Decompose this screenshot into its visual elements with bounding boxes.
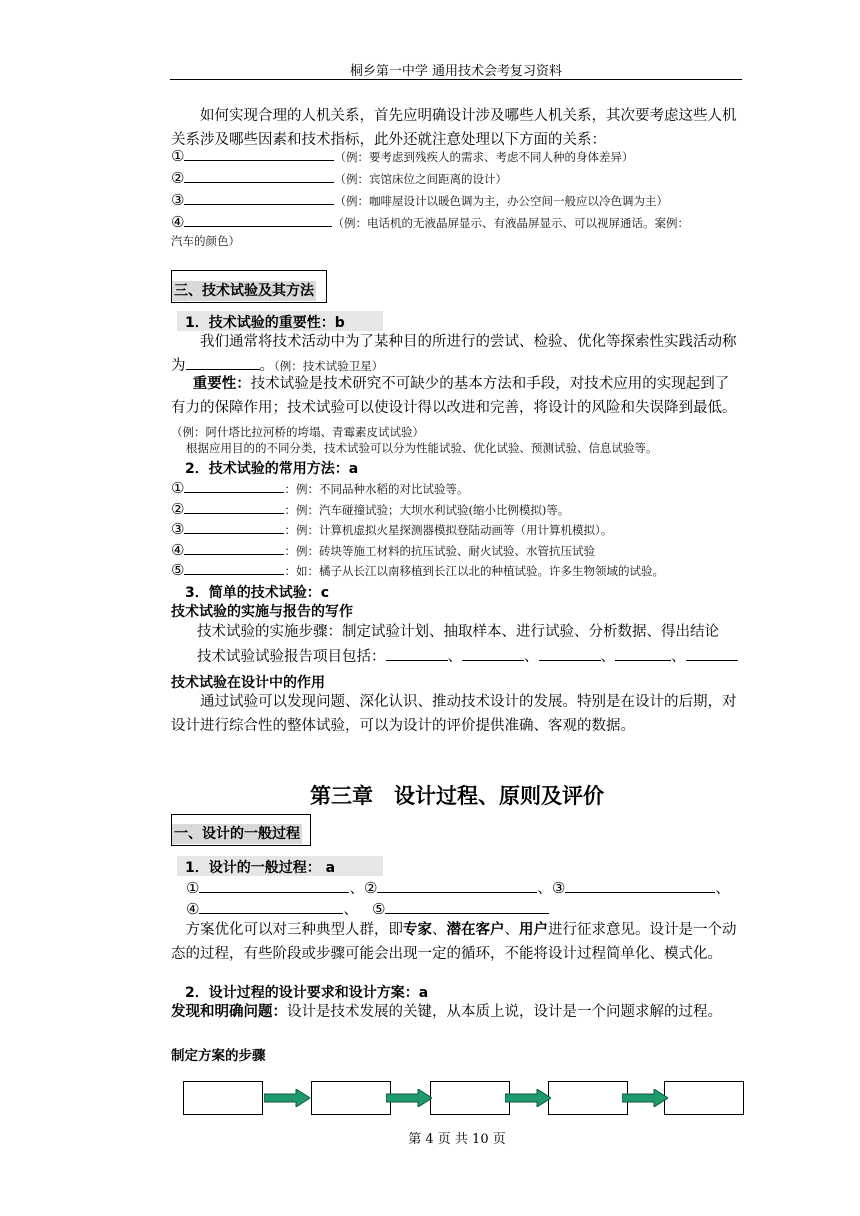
- item-example: （例：宾馆床位之间距离的设计）: [334, 172, 507, 186]
- fill-blank: [615, 646, 671, 661]
- page-header: 桐乡第一中学 通用技术会考复习资料: [349, 64, 563, 79]
- flow-step-box-1: [183, 1081, 263, 1115]
- method-5: [171, 559, 746, 581]
- method-example: ：例：汽车碰撞试验；大坝水利试验(缩小比例模拟)等。: [284, 503, 570, 517]
- subheading-simple-test: 3．简单的技术试验：c: [185, 585, 330, 601]
- method-example: ：例：不同品种水稻的对比试验等。: [284, 482, 469, 496]
- item-number: ④: [171, 541, 185, 559]
- item-number: ④: [171, 213, 185, 231]
- role-heading: 技术试验在设计中的作用: [171, 675, 325, 691]
- hm-item-4-continued: 汽车的颜色）: [171, 234, 240, 248]
- fill-blank: [184, 499, 284, 514]
- steps-heading: 制定方案的步骤: [171, 1048, 266, 1064]
- flow-arrow-icon: [622, 1089, 668, 1107]
- page-footer: 第 4 页 共 10 页: [408, 1132, 506, 1147]
- item-number: ②: [171, 169, 185, 187]
- fill-blank: [686, 646, 738, 661]
- separator: 、: [600, 649, 615, 665]
- method-1: [171, 477, 746, 499]
- separator: 、: [524, 649, 539, 665]
- item-number: ②: [363, 879, 378, 897]
- importance-paragraph: [171, 372, 743, 444]
- item-number: ②: [171, 500, 185, 518]
- method-example: ：例：计算机虚拟火星探测器模拟登陆动画等（用计算机模拟）。: [284, 523, 613, 537]
- fill-blank: [565, 878, 715, 893]
- importance-label: 重要性：: [192, 376, 251, 392]
- fill-blank: [539, 646, 601, 661]
- separator: 、: [671, 649, 686, 665]
- method-2: [171, 498, 746, 520]
- importance-text: 技术试验是技术研究不可缺少的基本方法和手段，对技术应用的实现起到了有力的保障作用；技术试验可以使设计得以改进和完善，将设计的风险和失误降到最低。: [171, 376, 737, 416]
- importance-example: （例：阿什塔比拉河桥的垮塌、青霉素皮试试验）: [171, 425, 424, 439]
- fill-blank: [184, 560, 284, 575]
- item-number: ⑤: [371, 900, 386, 918]
- method-example: ：例：砖块等施工材料的抗压试验、耐火试验、水管抗压试验: [284, 544, 595, 558]
- hm-item-2: [171, 167, 746, 189]
- section-title: 三、技术试验及其方法: [174, 283, 314, 299]
- item-example: （例：要考虑到残疾人的需求、考虑不同人种的身体差异）: [334, 150, 634, 164]
- item-number: ①: [186, 879, 200, 897]
- fill-blank: [199, 899, 343, 914]
- report-steps: 技术试验的实施步骤：制定试验计划、抽取样本、进行试验、分析数据、得出结论: [197, 624, 719, 640]
- separator: 、: [343, 902, 358, 918]
- problem-text: 设计是技术发展的关键，从本质上说，设计是一个问题求解的过程。: [287, 1004, 722, 1020]
- flow-arrow-icon: [386, 1089, 432, 1107]
- header-rule: [170, 79, 742, 80]
- optimize-text-end: 进行征求意见。设计是一个动态的过程，有些阶段或步骤可能会出现一定的循环，不能将设计过程简单化、模式化。: [171, 922, 737, 962]
- group-potential-customers: 潜在客户: [446, 922, 505, 938]
- process-row-2: [186, 898, 761, 920]
- role-paragraph: 通过试验可以发现问题、深化认识、推动技术设计的发展。特别是在设计的后期，对设计进行综合性的整体试验，可以为设计的评价提供准确、客观的数据。: [171, 694, 737, 734]
- item-example: （例：电话机的无液晶屏显示、有液晶屏显示、可以视屏通话。案例：: [332, 216, 689, 230]
- subheading-general-process: 1．设计的一般过程： a: [185, 860, 336, 876]
- definition-paragraph: [171, 330, 743, 378]
- separator: 、: [504, 922, 519, 938]
- fill-blank: [184, 190, 334, 205]
- fill-blank: [385, 899, 549, 914]
- method-4: [171, 539, 746, 561]
- fill-blank: [377, 878, 537, 893]
- separator: 、: [715, 881, 730, 897]
- item-number: ①: [171, 147, 185, 165]
- optimize-paragraph: [171, 918, 743, 966]
- fill-blank: [184, 540, 284, 555]
- hm-item-3: [171, 189, 746, 211]
- flow-arrow-icon: [505, 1089, 551, 1107]
- subheading-methods: 2．技术试验的常用方法：a: [185, 461, 359, 477]
- report-heading: 技术试验的实施与报告的写作: [171, 604, 353, 620]
- separator: 、: [447, 649, 462, 665]
- fill-blank: [184, 478, 284, 493]
- item-number: ⑤: [171, 561, 185, 579]
- hm-item-1: [171, 145, 746, 167]
- section-box-process: [171, 814, 311, 846]
- problem-label: 发现和明确问题：: [171, 1004, 287, 1020]
- flow-arrow-icon: [264, 1089, 310, 1107]
- definition-text: 我们通常将技术活动中为了某种目的所进行的尝试、检验、优化等探索性实践活动称为: [171, 334, 737, 374]
- fill-blank: [186, 355, 260, 370]
- intro-paragraph: 如何实现合理的人机关系，首先应明确设计涉及哪些人机关系，其次要考虑这些人机关系涉及哪些因素和技术指标，此外还就注意处理以下方面的关系：: [171, 108, 737, 148]
- fill-blank: [386, 646, 448, 661]
- classification-paragraph: 根据应用目的的不同分类，技术试验可以分为性能试验、优化试验、预测试验、信息试验等。: [186, 441, 658, 455]
- flow-step-box-2: [311, 1081, 391, 1115]
- separator: 、: [349, 881, 364, 897]
- item-number: ③: [171, 191, 185, 209]
- flow-step-box-5: [664, 1081, 744, 1115]
- fill-blank: [184, 146, 334, 161]
- item-number: ③: [171, 520, 185, 538]
- fill-blank: [184, 212, 332, 227]
- fill-blank: [462, 646, 524, 661]
- chapter-title: 第三章 设计过程、原则及评价: [310, 784, 604, 808]
- method-example: ：如：橘子从长江以南移植到长江以北的种植试验。许多生物领域的试验。: [284, 564, 664, 578]
- problem-paragraph: [171, 1000, 743, 1024]
- separator: 、: [537, 881, 552, 897]
- fill-blank: [184, 168, 334, 183]
- report-items-label: 技术试验试验报告项目包括：: [197, 649, 386, 665]
- method-3: [171, 518, 746, 540]
- section-box-testing: [171, 270, 327, 303]
- item-number: ④: [186, 900, 200, 918]
- fill-blank: [199, 878, 349, 893]
- item-number: ③: [551, 879, 566, 897]
- definition-end: 。: [259, 358, 274, 374]
- flow-step-box-4: [548, 1081, 628, 1115]
- group-users: 用户: [519, 922, 548, 938]
- item-example: （例：咖啡屋设计以暖色调为主，办公空间一般应以冷色调为主）: [334, 194, 668, 208]
- report-items: [197, 645, 747, 669]
- item-number: ①: [171, 479, 185, 497]
- subheading-design-requirements: 2．设计过程的设计要求和设计方案：a: [185, 985, 429, 1001]
- separator: 、: [432, 922, 447, 938]
- subheading-importance: 1．技术试验的重要性：b: [185, 315, 345, 331]
- optimize-text: 方案优化可以对三种典型人群，即: [185, 922, 403, 938]
- group-experts: 专家: [403, 922, 432, 938]
- section-title: 一、设计的一般过程: [174, 826, 300, 842]
- fill-blank: [184, 519, 284, 534]
- process-row-1: [186, 877, 761, 899]
- flow-step-box-3: [430, 1081, 510, 1115]
- definition-example: （例：技术试验卫星）: [274, 359, 384, 373]
